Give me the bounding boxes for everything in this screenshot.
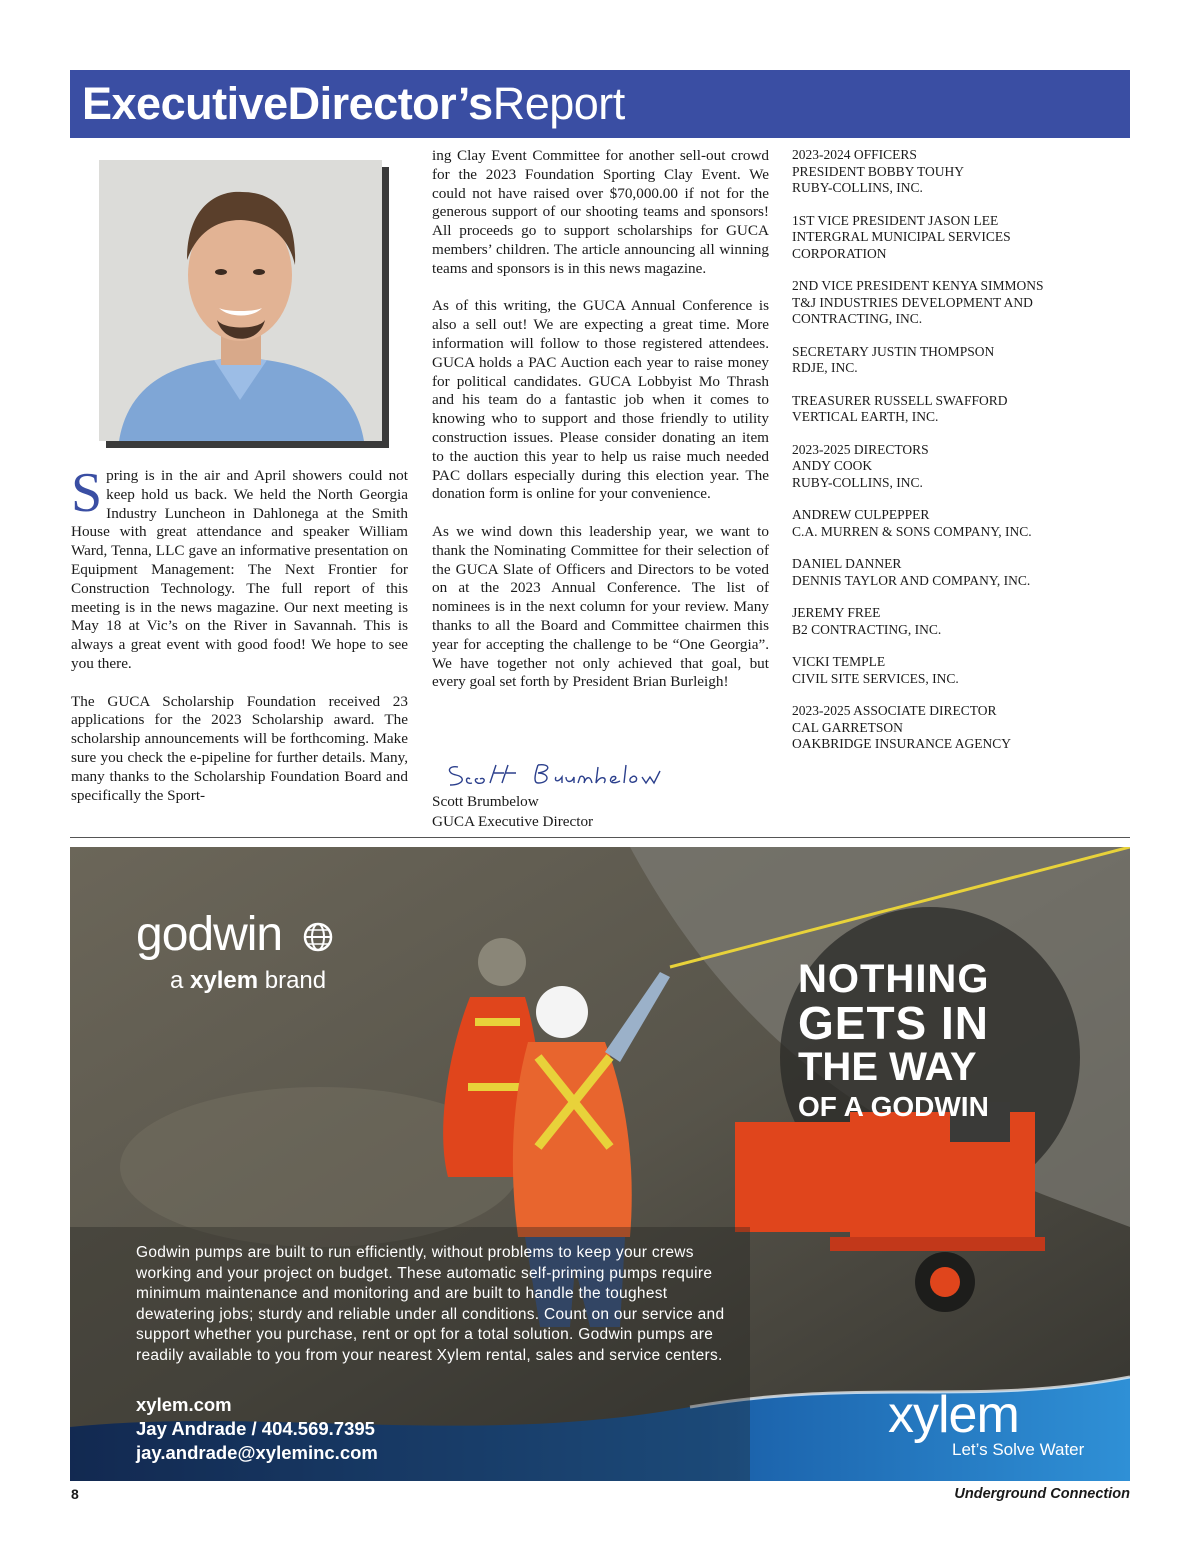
contact-person-phone: Jay Andrade / 404.569.7395 [136,1418,375,1439]
slate-group [792,556,1132,589]
slate-group [792,147,1132,197]
slate-group [792,442,1132,492]
article-paragraph: As we wind down this leadership year, we want to thank the Nominating Committee for their selection of the GUCA Slate of Officers and Directors to be voted on at the 2023 Annual Conference. The list of nominees is in the next column for your review. Many thanks to all the Board and Committee chairmen this year for accepting the challenge to be “One Georgia”. We have together not only achieved that goal, but every goal set forth by President Brian Burleigh! [432,522,769,691]
slate-line: CAL GARRETSON [792,719,903,735]
article-paragraph: The GUCA Scholarship Foundation received 23 applications for the 2023 Scholarship award. The scholarship announcements will be forthcoming. Make sure you check the e-pipeline for further details. Many, many thanks to the Scholarship Foundation Board and specifically the Sport- [71,692,408,804]
slate-line: 2023-2025 ASSOCIATE DIRECTOR [792,703,997,718]
godwin-advertisement [70,847,1130,1481]
xylem-logo: xylem [888,1386,1019,1444]
slate-line: ANDY COOK [792,458,873,473]
article-paragraph: ing Clay Event Committee for another sell-out crowd for the 2023 Foundation Sporting Clay Event. We could not have raised over $70,000.00 if not for the generous support of our shooting teams and sponsors! All proceeds go to support scholarships for GUCA members’ children. The article announcing all winning teams and sponsors is in this news magazine. [432,147,769,277]
slate-line: T&J INDUSTRIES DEVELOPMENT AND [792,294,1033,310]
slate-line: 2023-2024 OFFICERS [792,147,917,162]
signer-title: GUCA Executive Director [432,812,594,830]
slate-line: VERTICAL EARTH, INC. [792,409,939,424]
slate-line: 2ND VICE PRESIDENT KENYA SIMMONS [792,278,1044,293]
ad-contact [136,1393,378,1465]
article-paragraph: As of this writing, the GUCA Annual Conference is also a sell out! We are expecting a great time. More information will follow to those registered attendees. GUCA holds a PAC Auction each year to raise money for political candidates. GUCA Lobbyist Mo Thrash and his team do a fantastic job when it comes to knowing who to support and those friendly to utility construction issues. Please consider donating an item to the auction this year to help us raise much needed PAC dollars especially during this election year. The donation form is online for your convenience. [432,297,769,503]
signer-name: Scott Brumbelow [432,793,539,810]
slate-line: INTERGRAL MUNICIPAL SERVICES [792,229,1011,244]
godwin-logo: godwin [136,908,283,961]
slate-line: SECRETARY JUSTIN THOMPSON [792,343,995,359]
signature-image [438,757,678,791]
slate-group [792,393,1132,426]
slate-line: JEREMY FREE [792,605,881,620]
brand-tagline: a xylem brand [170,967,327,994]
slate-group [792,605,1132,638]
slate-line: TREASURER RUSSELL SWAFFORD [792,392,1008,408]
dropcap: S [71,462,103,524]
slate-line: 2023-2025 DIRECTORS [792,441,929,457]
slate-line: DENNIS TAYLOR AND COMPANY, INC. [792,572,1031,588]
divider [70,837,1130,838]
page-number: 8 [71,1486,79,1502]
slate-group [792,654,1132,687]
slate-group [792,507,1132,540]
article-column-1 [71,462,408,805]
header-bar [70,70,1130,138]
ad-body-copy: Godwin pumps are built to run efficiently, without problems to keep your crews working and your project on budget. These automatic self-priming pumps require minimum maintenance and monitoring and are built to handle the toughest dewatering jobs; sturdy and reliable under all conditions. Count on our service and support whether you purchase, rent or opt for a total solution. Godwin pumps are readily available to you from your nearest Xylem rental, sales and service centers. [136,1244,725,1364]
slate-line: CIVIL SITE SERVICES, INC. [792,670,959,686]
slate-line: RUBY-COLLINS, INC. [792,180,923,195]
globe-icon [302,921,334,953]
signature-block [432,792,593,831]
author-photo [99,160,382,441]
slate-line: CORPORATION [792,245,887,261]
slate-line: C.A. MURREN & SONS COMPANY, INC. [792,523,1032,539]
xylem-tagline: Let’s Solve Water [952,1440,1085,1459]
contact-website[interactable]: xylem.com [136,1394,232,1415]
ad-headline: NOTHING GETS IN THE WAY OF A GODWIN [798,957,990,1122]
slate-line: RDJE, INC. [792,360,858,375]
article-paragraph: pring is in the air and April showers could not keep hold us back. We held the North Georgia Industry Luncheon in Dahlonega at the Smith House with great attendance and speaker William Ward, Tenna, LLC gave an informative presentation on Equipment Management: The Next Frontier for Construction Technology. The full report of this meeting is in the news magazine. Our next meeting is May 18 at Vic’s on the River in Savannah. This is always a great event with good food! We hope to see you there. [71,467,408,672]
contact-email[interactable]: jay.andrade@xyleminc.com [136,1442,378,1463]
page-title: ExecutiveDirector’sReport [82,78,625,129]
slate-line: ANDREW CULPEPPER [792,507,930,522]
slate-group [792,213,1132,263]
article-column-2 [432,147,769,711]
slate-group [792,344,1132,377]
slate-group [792,278,1132,328]
officer-slate [792,147,1132,769]
slate-line: RUBY-COLLINS, INC. [792,474,923,490]
slate-line: VICKI TEMPLE [792,654,886,669]
slate-line: CONTRACTING, INC. [792,311,923,326]
slate-line: PRESIDENT BOBBY TOUHY [792,163,965,179]
publication-name: Underground Connection [954,1486,1130,1502]
slate-line: B2 CONTRACTING, INC. [792,621,942,637]
slate-group [792,703,1132,753]
slate-line: 1ST VICE PRESIDENT JASON LEE [792,212,999,228]
slate-line: DANIEL DANNER [792,556,902,571]
slate-line: OAKBRIDGE INSURANCE AGENCY [792,736,1012,751]
